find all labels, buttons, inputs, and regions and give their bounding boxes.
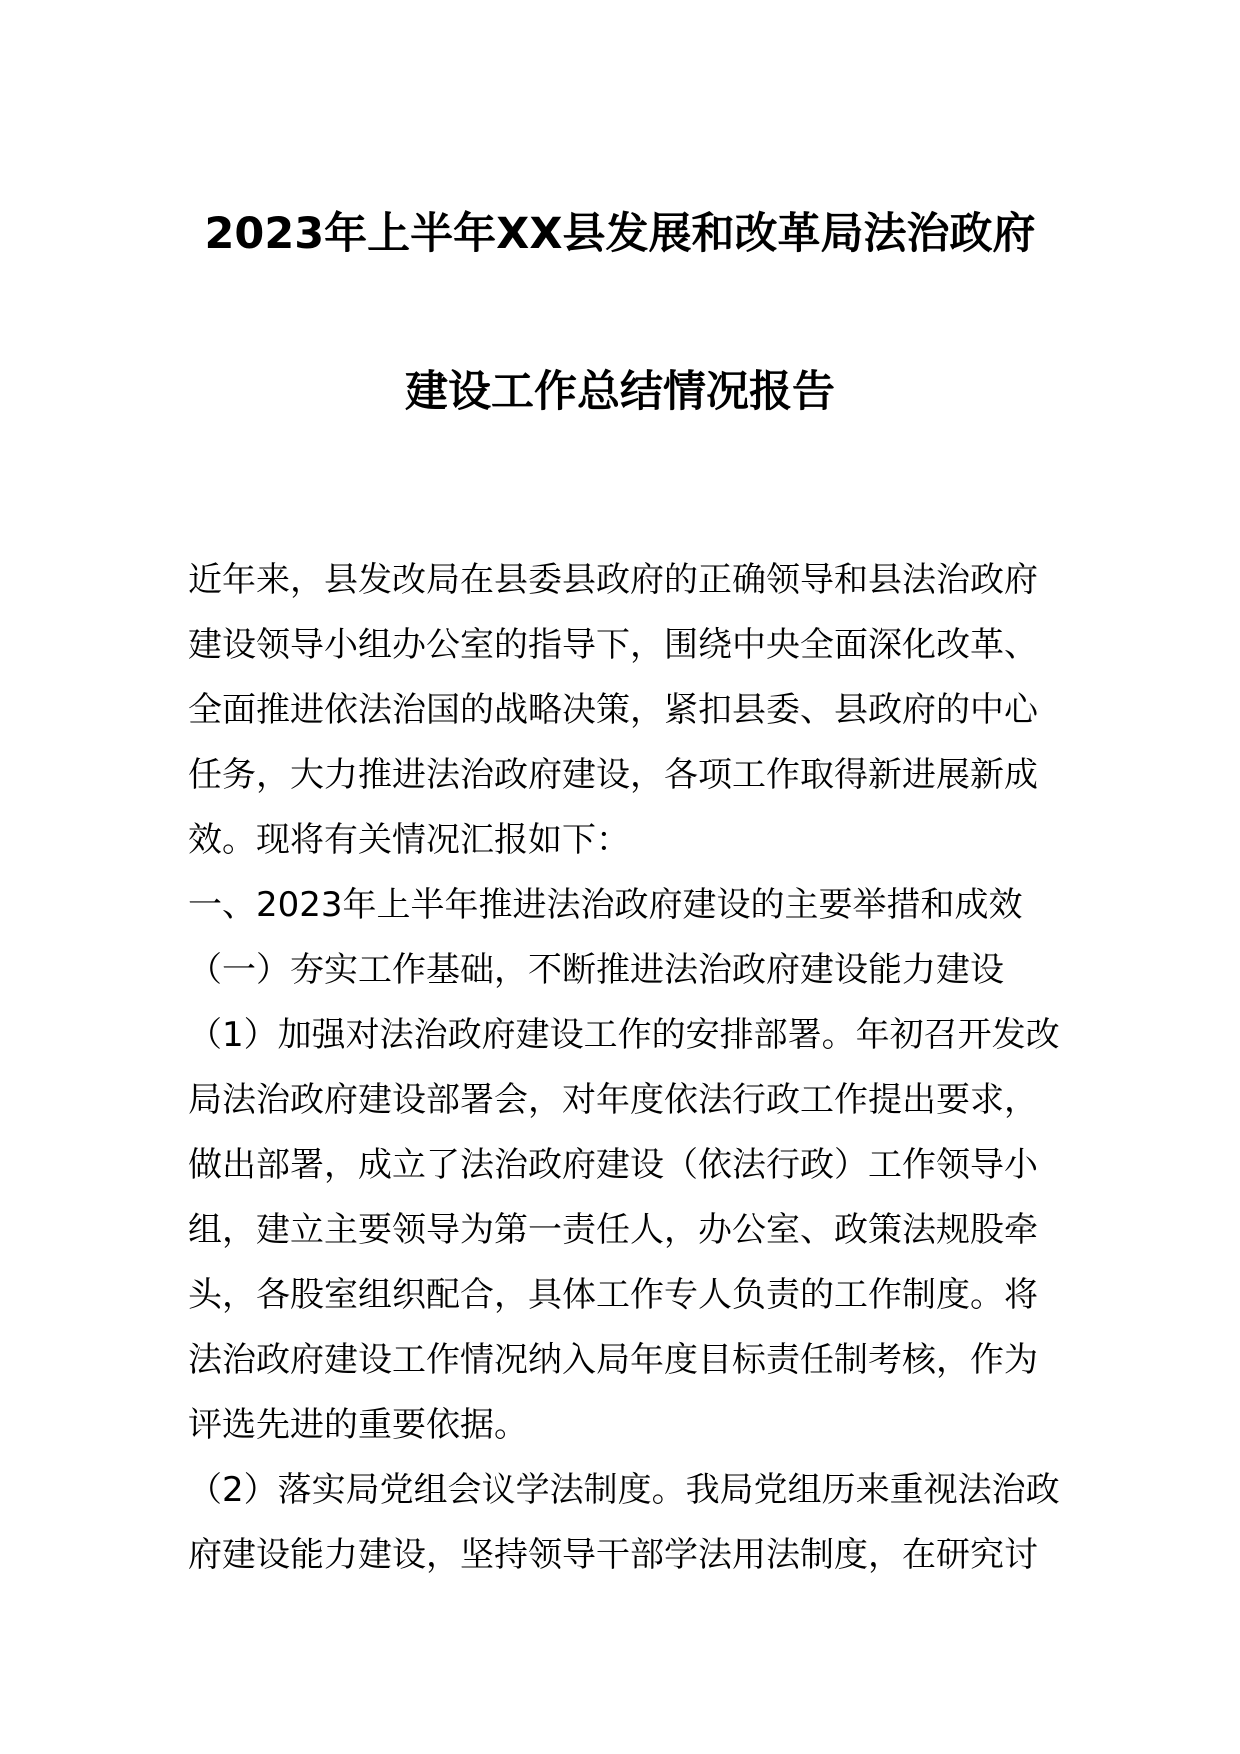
body-line: （2）落实局党组会议学法制度。我局党组历来重视法治政 [188,1470,1060,1510]
body-line: 效。现将有关情况汇报如下： [188,820,630,860]
body-line: 任务，大力推进法治政府建设，各项工作取得新进展新成 [188,755,1038,795]
body-line: 组，建立主要领导为第一责任人，办公室、政策法规股牵 [188,1210,1038,1250]
body-line: 法治政府建设工作情况纳入局年度目标责任制考核，作为 [188,1340,1038,1380]
body-line: 建设领导小组办公室的指导下，围绕中央全面深化改革、 [188,625,1038,665]
document-title-line-1: 2023年上半年XX县发展和改革局法治政府 [204,209,1036,259]
subsection-heading: （一）夯实工作基础，不断推进法治政府建设能力建设 [188,950,1004,990]
body-line: 评选先进的重要依据。 [188,1405,528,1445]
body-line: 头，各股室组织配合，具体工作专人负责的工作制度。将 [188,1275,1038,1315]
document-body [188,548,1058,1588]
body-line: 局法治政府建设部署会，对年度依法行政工作提出要求， [188,1080,1038,1120]
section-heading: 一、2023年上半年推进法治政府建设的主要举措和成效 [188,885,1023,925]
body-line: 府建设能力建设，坚持领导干部学法用法制度，在研究讨 [188,1535,1038,1575]
body-line: 全面推进依法治国的战略决策，紧扣县委、县政府的中心 [188,690,1038,730]
body-line: （1）加强对法治政府建设工作的安排部署。年初召开发改 [188,1015,1060,1055]
document-title-line-2: 建设工作总结情况报告 [405,367,835,417]
body-line: 做出部署，成立了法治政府建设（依法行政）工作领导小 [188,1145,1038,1185]
body-line: 近年来，县发改局在县委县政府的正确领导和县法治政府 [188,560,1038,600]
